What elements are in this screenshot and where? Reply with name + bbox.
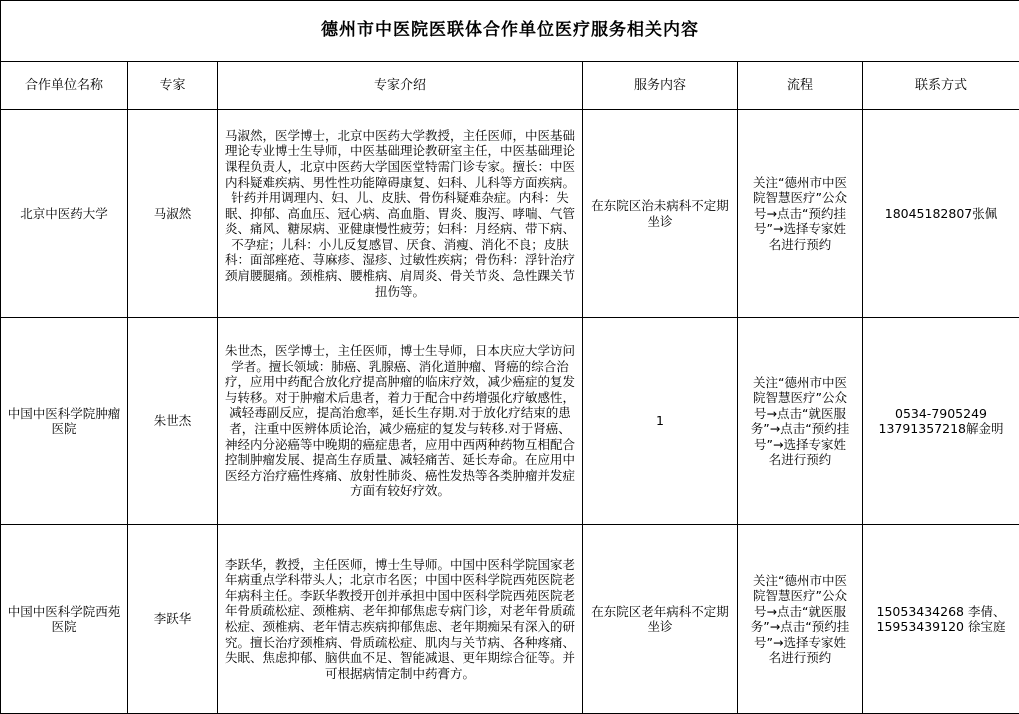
table-row — [1, 110, 1019, 318]
cell-flow: 关注“德州市中医院智慧医疗”公众号→点击“预约挂号”→选择专家姓名进行预约 — [738, 110, 863, 318]
header-service: 服务内容 — [583, 62, 738, 110]
cell-intro: 马淑然，医学博士，北京中医药大学教授，主任医师，中医基础理论专业博士生导师，中医基础理论教研室主任，中医基础理论课程负责人，北京中医药大学国医堂特需门诊专家。擅长：中医内科疑难疾病、男性性功能障碍康复、妇科、儿科等方面疾病。针药并用调理内、妇、儿、皮肤、骨伤科疑难杂症。内科：失眠、抑郁、高血压、冠心病、高血脂、胃炎、腹泻、哮喘、气管炎、痛风、糖尿病、亚健康慢性疲劳；妇科：月经病、带下病、不孕症；儿科：小儿反复感冒、厌食、消瘦、消化不良；皮肤科：面部痤疮、荨麻疹、湿疹、过敏性疾病；骨伤科：浮针治疗颈肩腰腿痛。颈椎病、腰椎病、肩周炎、骨关节炎、急性踝关节扭伤等。 — [218, 110, 583, 318]
cell-contact: 15053434268 李倩、15953439120 徐宝庭 — [863, 525, 1019, 714]
cell-flow: 关注“德州市中医院智慧医疗”公众号→点击“就医服务”→点击“预约挂号”→选择专家姓名进行预约 — [738, 318, 863, 525]
cell-unit: 北京中医药大学 — [1, 110, 128, 318]
cell-service: 在东院区治未病科不定期坐诊 — [583, 110, 738, 318]
cell-flow: 关注“德州市中医院智慧医疗”公众号→点击“就医服务”→点击“预约挂号”→选择专家姓名进行预约 — [738, 525, 863, 714]
cell-unit: 中国中医科学院西苑医院 — [1, 525, 128, 714]
header-row — [1, 62, 1019, 110]
header-unit: 合作单位名称 — [1, 62, 128, 110]
header-intro: 专家介绍 — [218, 62, 583, 110]
table-row — [1, 318, 1019, 525]
header-expert: 专家 — [128, 62, 218, 110]
cell-contact: 0534-7905249 13791357218解金明 — [863, 318, 1019, 525]
cell-unit: 中国中医科学院肿瘤医院 — [1, 318, 128, 525]
cell-expert: 马淑然 — [128, 110, 218, 318]
table-row — [1, 525, 1019, 714]
cell-contact: 18045182807张佩 — [863, 110, 1019, 318]
cell-intro: 李跃华，教授，主任医师，博士生导师。中国中医科学院国家老年病重点学科带头人；北京市名医；中国中医科学院西苑医院老年病科主任。李跃华教授开创并承担中国中医科学院西苑医院老年骨质疏松症、颈椎病、老年抑郁焦虑专病门诊，对老年骨质疏松症、颈椎病、老年情志疾病抑郁焦虑、老年期痴呆有深入的研究。擅长治疗颈椎病、骨质疏松症、肌肉与关节病、各种疼痛、失眠、焦虑抑郁、脑供血不足、智能减退、更年期综合征等。并可根据病情定制中药膏方。 — [218, 525, 583, 714]
cell-expert: 李跃华 — [128, 525, 218, 714]
cell-intro: 朱世杰，医学博士，主任医师，博士生导师，日本庆应大学访问学者。擅长领域：肺癌、乳腺癌、消化道肿瘤、肾癌的综合治疗，应用中药配合放化疗提高肿瘤的临床疗效，减少癌症的复发与转移。对于肿瘤术后患者，着力于配合中药增强化疗敏感性，减轻毒副反应，提高治愈率，延长生存期.对于放化疗结束的患者，注重中医辨体质论治，减少癌症的复发与转移.对于肾癌、神经内分泌癌等中晚期的癌症患者，应用中西两种药物互相配合控制肿瘤发展、提高生存质量、减轻痛苦、延长寿命。在应用中医经方治疗癌性疼痛、放射性肺炎、癌性发热等各类肿瘤并发症方面有较好疗效。 — [218, 318, 583, 525]
table-title: 德州市中医院医联体合作单位医疗服务相关内容 — [1, 1, 1019, 62]
header-flow: 流程 — [738, 62, 863, 110]
cell-service: 在东院区老年病科不定期坐诊 — [583, 525, 738, 714]
header-contact: 联系方式 — [863, 62, 1019, 110]
cell-expert: 朱世杰 — [128, 318, 218, 525]
cell-service: 1 — [583, 318, 738, 525]
